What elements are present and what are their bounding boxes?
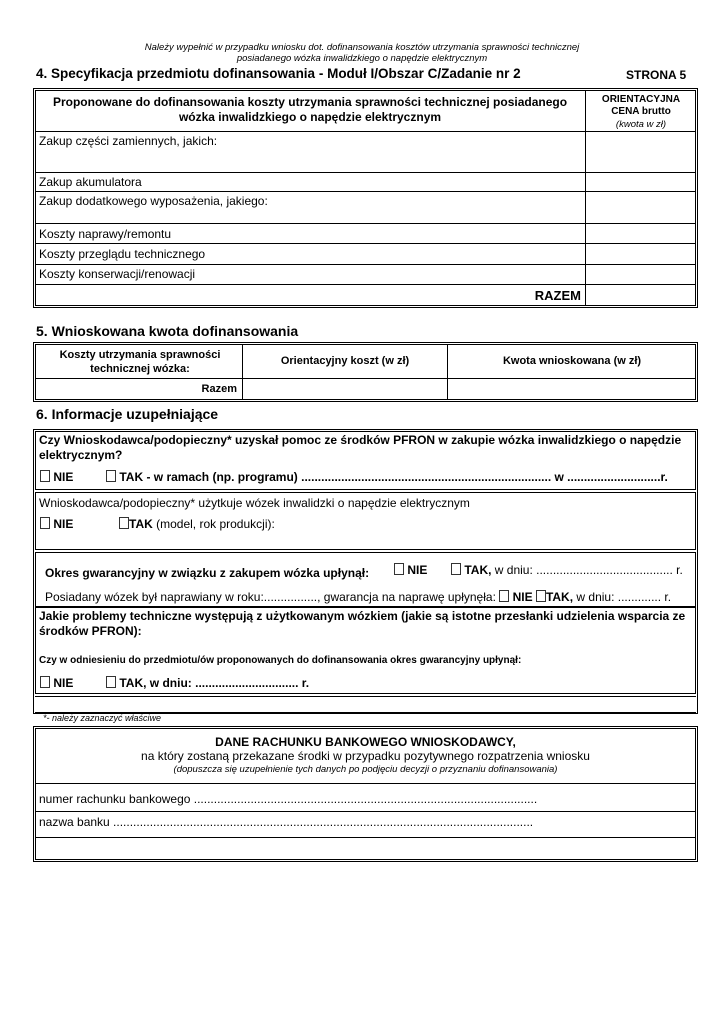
q3-nie-checkbox[interactable]	[394, 563, 404, 575]
request-col2-header: Orientacyjny koszt (w zł)	[280, 355, 410, 367]
cost-table-col2-header3: (kwota w zł)	[615, 119, 667, 130]
section4-title: 4. Specyfikacja przedmiotu dofinansowania - Moduł I/Obszar C/Zadanie nr 2	[36, 66, 521, 81]
q3-text: Okres gwarancyjny w związku z zakupem wózka upłynął:	[45, 566, 370, 580]
row-battery: Zakup akumulatora	[39, 175, 142, 189]
q4-nie-label: NIE	[512, 590, 533, 604]
q5-text: Jakie problemy techniczne występują z użytkowanym wózkiem (jakie są istotne przesłanki udzielenia wsparcia ze środków PFRON):	[39, 609, 686, 638]
bank-account-field[interactable]: numer rachunku bankowego .......................................................................................................	[39, 792, 538, 806]
request-row-label: Razem	[201, 383, 237, 395]
q6-nie-label: NIE	[53, 676, 74, 690]
header-note-line1: Należy wypełnić w przypadku wniosku dot. dofinansowania kosztów utrzymania sprawności technicznej	[144, 42, 580, 53]
bank-note: (dopuszcza się uzupełnienie tych danych po podjęciu decyzji o przyznaniu dofinansowania)	[173, 764, 558, 775]
q6-tak-label: TAK, w dniu: ............................... r.	[119, 676, 310, 690]
total-label: RAZEM	[534, 288, 581, 303]
bank-title: DANE RACHUNKU BANKOWEGO WNIOSKODAWCY,	[215, 735, 516, 749]
q4-tak-date: w dniu: ............. r.	[573, 590, 672, 604]
q6-nie-checkbox[interactable]	[40, 676, 50, 688]
cost-table-col1-header: Proponowane do dofinansowania koszty utrzymania sprawności technicznej posiadanego wózka inwalidzkiego o napędzie elektrycznym	[52, 95, 568, 124]
q1-tak-checkbox[interactable]	[106, 470, 116, 482]
q1-tak-label: TAK - w ramach (np. programu) ........................................................................... w ............................r.	[119, 470, 668, 484]
request-col1-header: Koszty utrzymania sprawności technicznej wózka:	[59, 349, 221, 375]
request-col3-header: Kwota wnioskowana (w zł)	[502, 355, 642, 367]
q1-nie-label: NIE	[53, 470, 74, 484]
q4-tak-label: TAK,	[545, 590, 574, 604]
bank-name-field[interactable]: nazwa banku ..............................................................................................................................	[39, 815, 534, 829]
q3-tak-label: TAK,	[464, 563, 492, 577]
row-maintenance: Koszty konserwacji/renowacji	[39, 267, 196, 281]
q2-tak-checkbox[interactable]	[119, 517, 129, 529]
q6-text: Czy w odniesieniu do przedmiotu/ów proponowanych do dofinansowania okres gwarancyjny upłynął:	[39, 655, 522, 666]
section6-title: 6. Informacje uzupełniające	[36, 406, 219, 422]
q4-nie-checkbox[interactable]	[499, 590, 509, 602]
q2-tak-label: TAK	[129, 517, 153, 531]
q3-tak-checkbox[interactable]	[451, 563, 461, 575]
row-spare-parts: Zakup części zamiennych, jakich:	[39, 134, 218, 148]
q2-nie-checkbox[interactable]	[40, 517, 50, 529]
q2-nie-label: NIE	[53, 517, 74, 531]
bank-subtitle: na który zostaną przekazane środki w przypadku pozytywnego rozpatrzenia wniosku	[141, 749, 590, 763]
q3-tak-date: w dniu: ......................................... r.	[491, 563, 683, 577]
q2-tak-note: (model, rok produkcji):	[152, 517, 275, 531]
q2-text: Wnioskodawca/podopieczny* użytkuje wózek inwalidzki o napędzie elektrycznym	[39, 496, 470, 510]
row-accessories: Zakup dodatkowego wyposażenia, jakiego:	[39, 194, 268, 208]
q4-text: Posiadany wózek był naprawiany w roku:................, gwarancja na naprawę upłynęła:	[45, 590, 496, 604]
section5-title: 5. Wnioskowana kwota dofinansowania	[36, 323, 299, 339]
cost-table-col2-header2: CENA brutto	[611, 106, 671, 117]
row-inspection: Koszty przeglądu technicznego	[39, 247, 206, 261]
q1-text: Czy Wnioskodawca/podopieczny* uzyskał pomoc ze środków PFRON w zakupie wózka inwalidzkiego o napędzie elektrycznym?	[39, 433, 682, 462]
page-label: STRONA 5	[626, 68, 687, 82]
q3-nie-label: NIE	[407, 563, 428, 577]
q6-tak-checkbox[interactable]	[106, 676, 116, 688]
q1-nie-checkbox[interactable]	[40, 470, 50, 482]
row-repair: Koszty naprawy/remontu	[39, 227, 172, 241]
footnote: *- należy zaznaczyć właściwe	[43, 713, 162, 723]
cost-table-col2-header1: ORIENTACYJNA	[601, 94, 681, 105]
header-note-line2: posiadanego wózka inwalidzkiego o napędzie elektrycznym	[236, 53, 488, 64]
q4-tak-checkbox[interactable]	[536, 590, 546, 602]
